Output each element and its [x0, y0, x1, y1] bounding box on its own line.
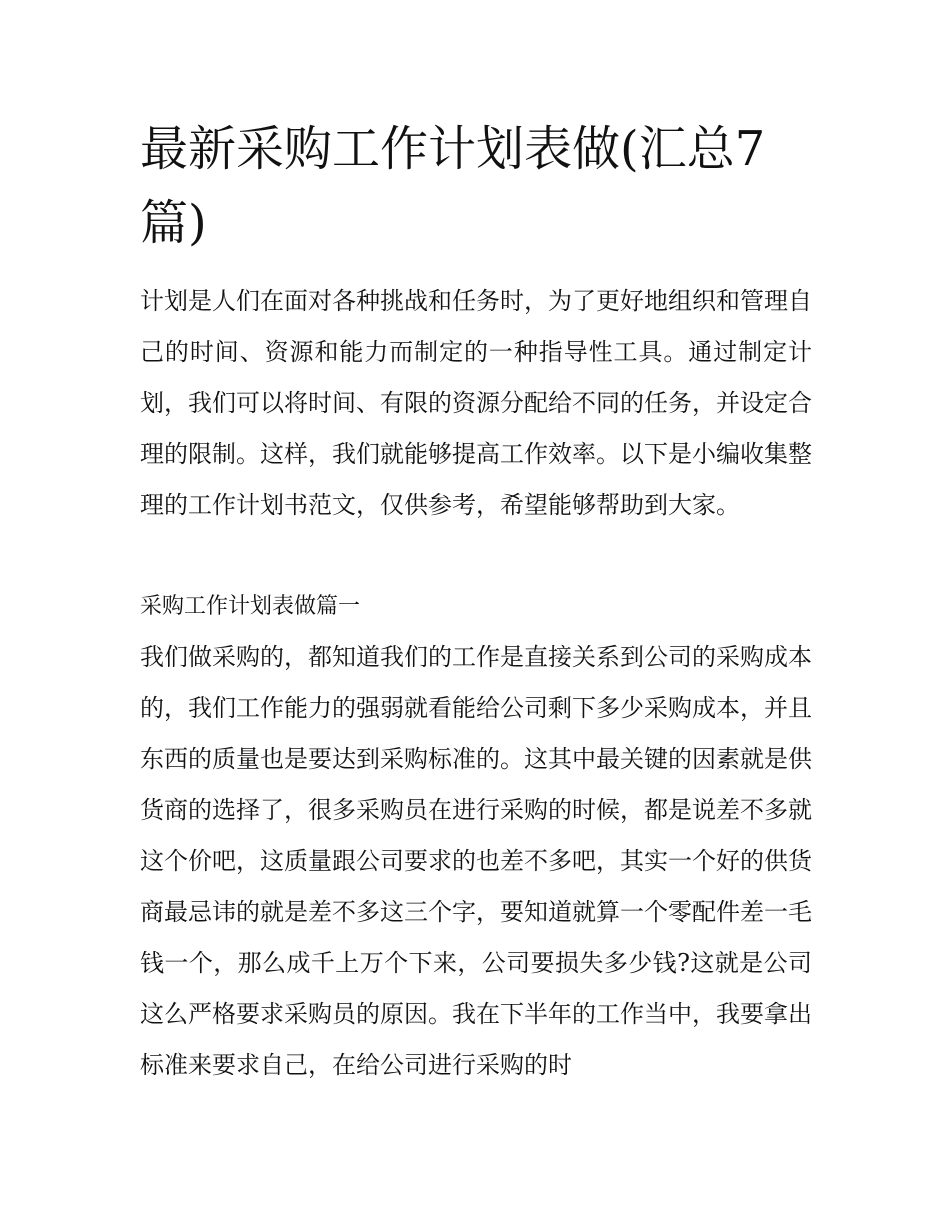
section-paragraph: 我们做采购的，都知道我们的工作是直接关系到公司的采购成本的，我们工作能力的强弱就看能给公司剩下多少采购成本，并且东西的质量也是要达到采购标准的。这其中最关键的因素就是供货商的选择了，很多采购员在进行采购的时候，都是说差不多就这个价吧，这质量跟公司要求的也差不多吧，其实一个好的供货商最忌讳的就是差不多这三个字，要知道就算一个零配件差一毛钱一个，那么成千上万个下来，公司要损失多少钱?这就是公司这么严格要求采购员的原因。我在下半年的工作当中，我要拿出标准来要求自己，在给公司进行采购的时 — [140, 643, 812, 1079]
section-heading: 采购工作计划表做篇一 — [140, 594, 361, 619]
intro-paragraph: 计划是人们在面对各种挑战和任务时，为了更好地组织和管理自己的时间、资源和能力而制定的一种指导性工具。通过制定计划，我们可以将时间、有限的资源分配给不同的任务，并设定合理的限制。这样，我们就能够提高工作效率。以下是小编收集整理的工作计划书范文，仅供参考，希望能够帮助到大家。 — [140, 287, 812, 519]
document-title: 最新采购工作计划表做(汇总7篇) — [140, 121, 766, 251]
